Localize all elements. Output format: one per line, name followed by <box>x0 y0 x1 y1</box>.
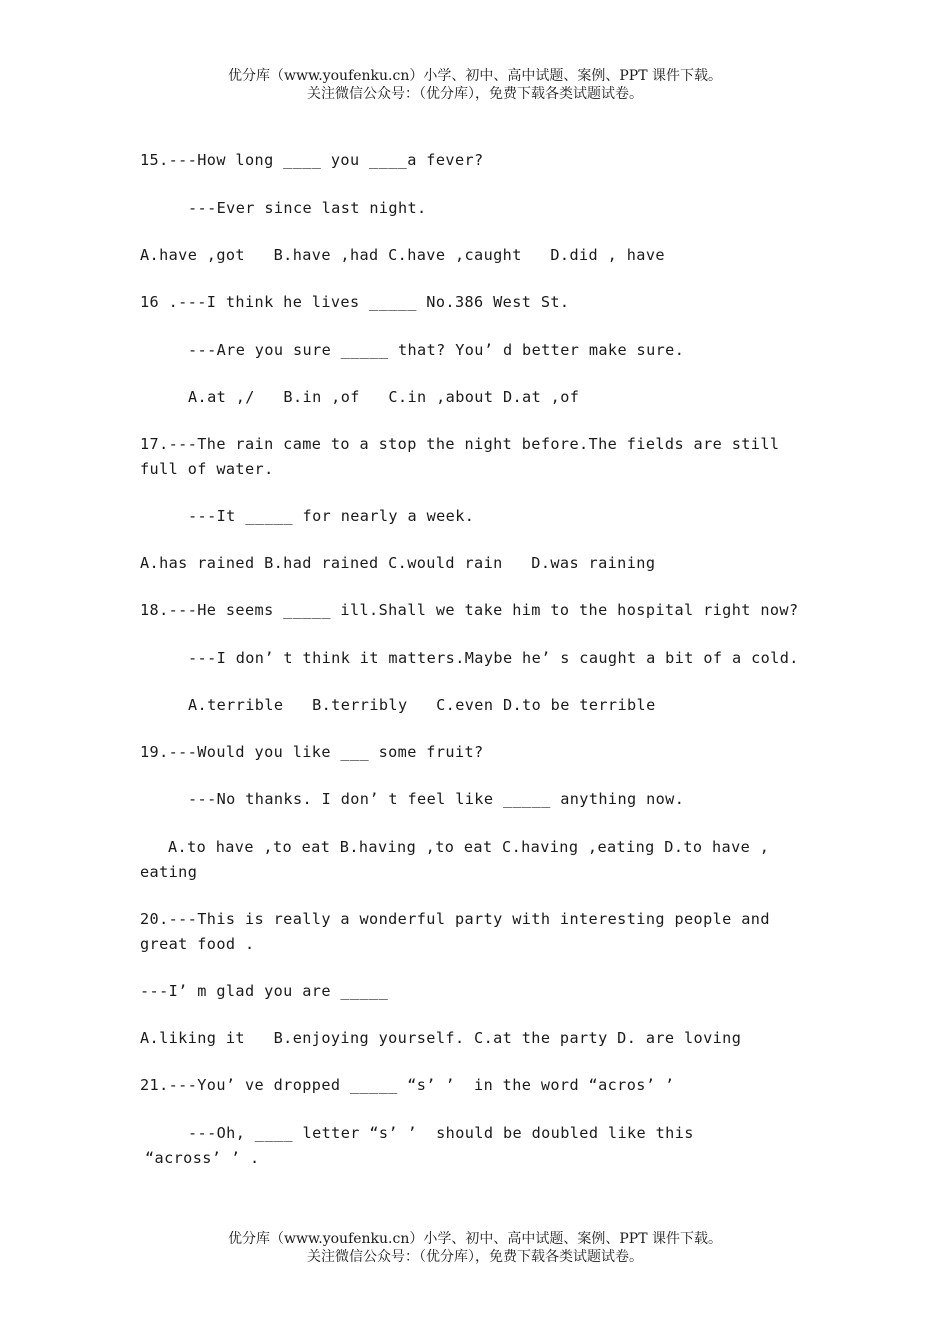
header-line-2: 关注微信公众号：（优分库），免费下载各类试题试卷。 <box>307 86 643 102</box>
question-19-stem: 19.---Would you like ___ some fruit? <box>140 743 484 761</box>
footer-line-2: 关注微信公众号：（优分库），免费下载各类试题试卷。 <box>307 1249 643 1265</box>
question-15-stem: 15.---How long ____ you ____a fever? <box>140 151 484 169</box>
page-header <box>0 67 950 103</box>
question-15-reply: ---Ever since last night. <box>188 199 427 217</box>
question-17-options: A.has rained B.had rained C.would rain D.was raining <box>140 554 656 572</box>
question-19-options-line-2: eating <box>140 863 198 881</box>
question-20-stem-line-2: great food . <box>140 935 255 953</box>
question-17-reply: ---It _____ for nearly a week. <box>188 507 475 525</box>
question-15-options: A.have ,got B.have ,had C.have ,caught D.did , have <box>140 246 665 264</box>
question-16-stem: 16 .---I think he lives _____ No.386 West St. <box>140 293 570 311</box>
question-19-options-line-1: A.to have ,to eat B.having ,to eat C.having ,eating D.to have , <box>168 838 770 856</box>
header-line-1: 优分库（www.youfenku.cn）小学、初中、高中试题、案例、PPT 课件下载。 <box>227 68 722 84</box>
question-17-stem-line-2: full of water. <box>140 460 274 478</box>
question-20-stem-line-1: 20.---This is really a wonderful party with interesting people and <box>140 910 770 928</box>
question-18-options: A.terrible B.terribly C.even D.to be terrible <box>188 696 656 714</box>
footer-line-1: 优分库（www.youfenku.cn）小学、初中、高中试题、案例、PPT 课件下载。 <box>227 1231 722 1247</box>
question-16-reply: ---Are you sure _____ that? You’ d better make sure. <box>188 341 685 359</box>
question-16-options: A.at ,/ B.in ,of C.in ,about D.at ,of <box>188 388 580 406</box>
page-footer <box>0 1230 950 1266</box>
question-20-options: A.liking it B.enjoying yourself. C.at the party D. are loving <box>140 1029 742 1047</box>
question-18-reply: ---I don’ t think it matters.Maybe he’ s caught a bit of a cold. <box>188 649 799 667</box>
question-20-reply: ---I’ m glad you are _____ <box>140 982 389 1000</box>
question-18-stem: 18.---He seems _____ ill.Shall we take him to the hospital right now? <box>140 601 799 619</box>
question-17-stem-line-1: 17.---The rain came to a stop the night before.The fields are still <box>140 435 780 453</box>
question-19-reply: ---No thanks. I don’ t feel like _____ anything now. <box>188 790 685 808</box>
question-21-reply-line-1: ---Oh, ____ letter “s’ ’ should be doubled like this <box>188 1124 694 1142</box>
question-21-reply-line-2: “across’ ’ . <box>145 1149 260 1167</box>
question-21-stem: 21.---You’ ve dropped _____ “s’ ’ in the word “acros’ ’ <box>140 1076 675 1094</box>
